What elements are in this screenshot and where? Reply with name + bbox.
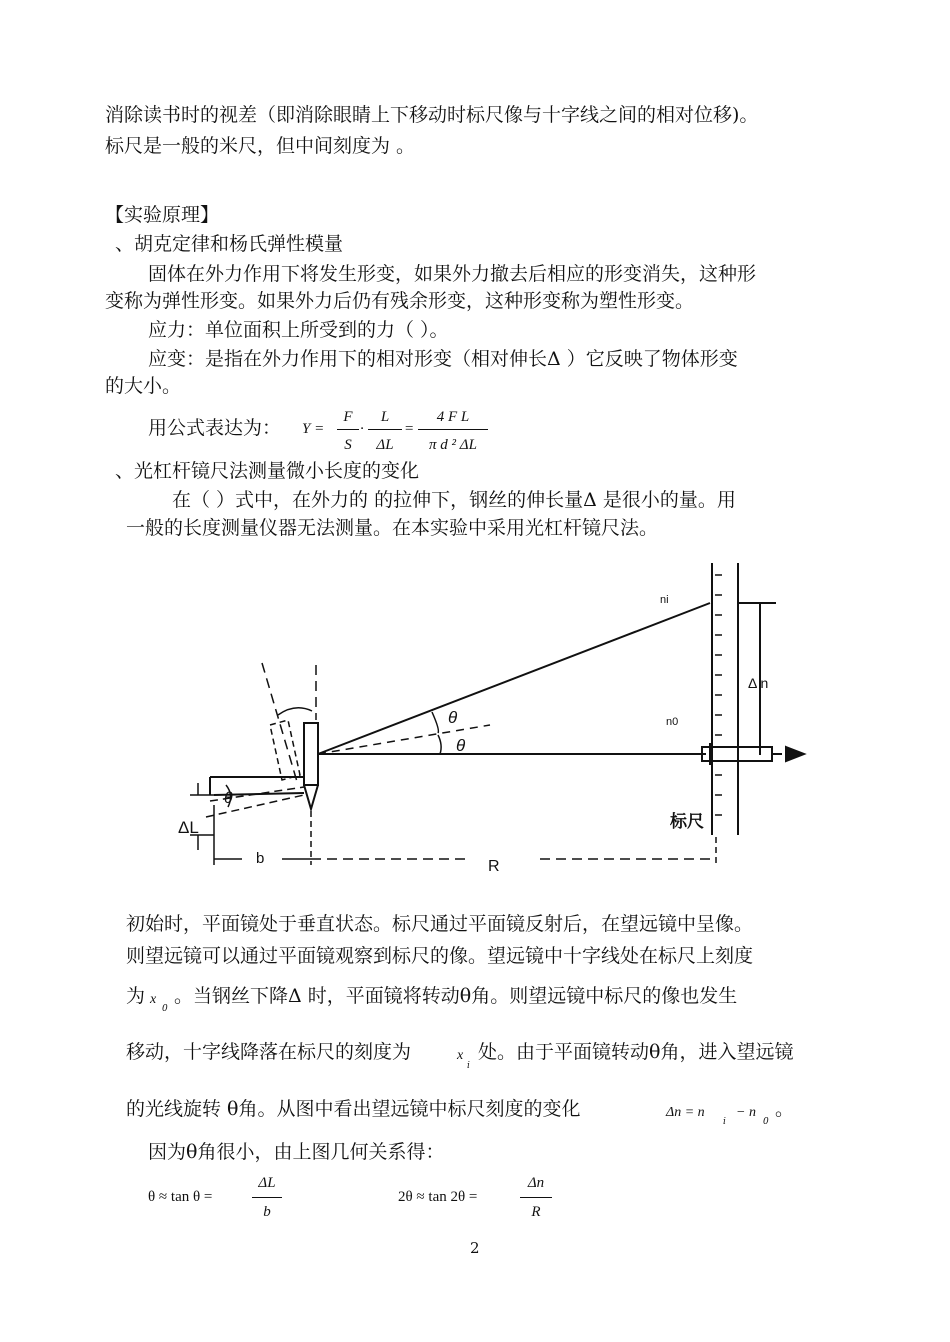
label-delta-l: ΔL (178, 818, 199, 837)
label-delta-n: Δ n (748, 675, 769, 691)
paragraph-line: 的光线旋转 θ角。从图中看出望远镜中标尺刻度的变化 (126, 1098, 581, 1120)
paragraph-line: 变称为弹性形变。如果外力后仍有残余形变，这种形变称为塑性形变。 (105, 290, 695, 312)
paragraph-line: 的大小。 (105, 375, 182, 397)
page-number: 2 (470, 1239, 480, 1257)
paragraph-line: 一般的长度测量仪器无法测量。在本实验中采用光杠杆镜尺法。 (126, 517, 659, 539)
paragraph-line: 初始时，平面镜处于垂直状态。标尺通过平面镜反射后，在望远镜中呈像。 (126, 913, 754, 935)
section-heading: 【实验原理】 (105, 204, 220, 226)
paragraph-line: 移动，十字线降落在标尺的刻度为 (126, 1041, 412, 1063)
delta-n-sub-i: i (723, 1117, 726, 1127)
label-ni: ni (660, 594, 669, 606)
label-theta-lower: θ (456, 736, 466, 755)
symbol-xi-sub: i (467, 1061, 470, 1071)
definition-strain: 应变：是指在外力作用下的相对形变（相对伸长Δ ）它反映了物体形变 (148, 348, 738, 370)
symbol-x0: x (150, 992, 157, 1007)
paragraph-line: 在（ ）式中，在外力的 的拉伸下，钢丝的伸长量Δ 是很小的量。用 (172, 489, 736, 511)
delta-n-sub-0: 0 (763, 1117, 769, 1127)
delta-n-minus: − n (736, 1105, 756, 1120)
label-theta-upper: θ (448, 708, 458, 727)
symbol-xi: x (457, 1048, 464, 1063)
symbol-x0-sub: 0 (162, 1004, 168, 1014)
paragraph-line: 处。由于平面镜转动θ角，进入望远镜 (478, 1041, 794, 1063)
formula-lead: 用公式表达为： (148, 417, 282, 439)
paragraph-line: 标尺是一般的米尺，但中间刻度为 。 (105, 135, 416, 157)
paragraph-line: 。 (775, 1098, 795, 1120)
definition-stress: 应力：单位面积上所受到的力（ ）。 (148, 319, 449, 341)
label-theta-lever: θ (224, 790, 233, 807)
label-r: R (488, 858, 500, 875)
label-n0: n0 (666, 716, 679, 728)
paragraph-line: 为 (126, 985, 146, 1007)
paragraph-line: 。当钢丝下降Δ 时，平面镜将转动θ角。则望远镜中标尺的像也发生 (174, 985, 738, 1007)
paragraph-line: 消除读书时的视差（即消除眼睛上下移动时标尺像与十字线之间的相对位移)。 (105, 104, 759, 126)
label-scale: 标尺 (670, 812, 704, 831)
paragraph-line: 因为θ角很小，由上图几何关系得： (148, 1141, 445, 1163)
optical-lever-diagram (170, 555, 820, 885)
delta-n-expression: Δn = n (666, 1105, 705, 1120)
paragraph-line: 固体在外力作用下将发生形变，如果外力撤去后相应的形变消失，这种形 (148, 263, 757, 285)
label-b: b (256, 850, 265, 867)
paragraph-line: 则望远镜可以通过平面镜观察到标尺的像。望远镜中十字线处在标尺上刻度 (126, 945, 754, 967)
subsection-heading: 、胡克定律和杨氏弹性模量 (115, 233, 344, 255)
subsection-heading: 、光杠杆镜尺法测量微小长度的变化 (115, 460, 420, 482)
